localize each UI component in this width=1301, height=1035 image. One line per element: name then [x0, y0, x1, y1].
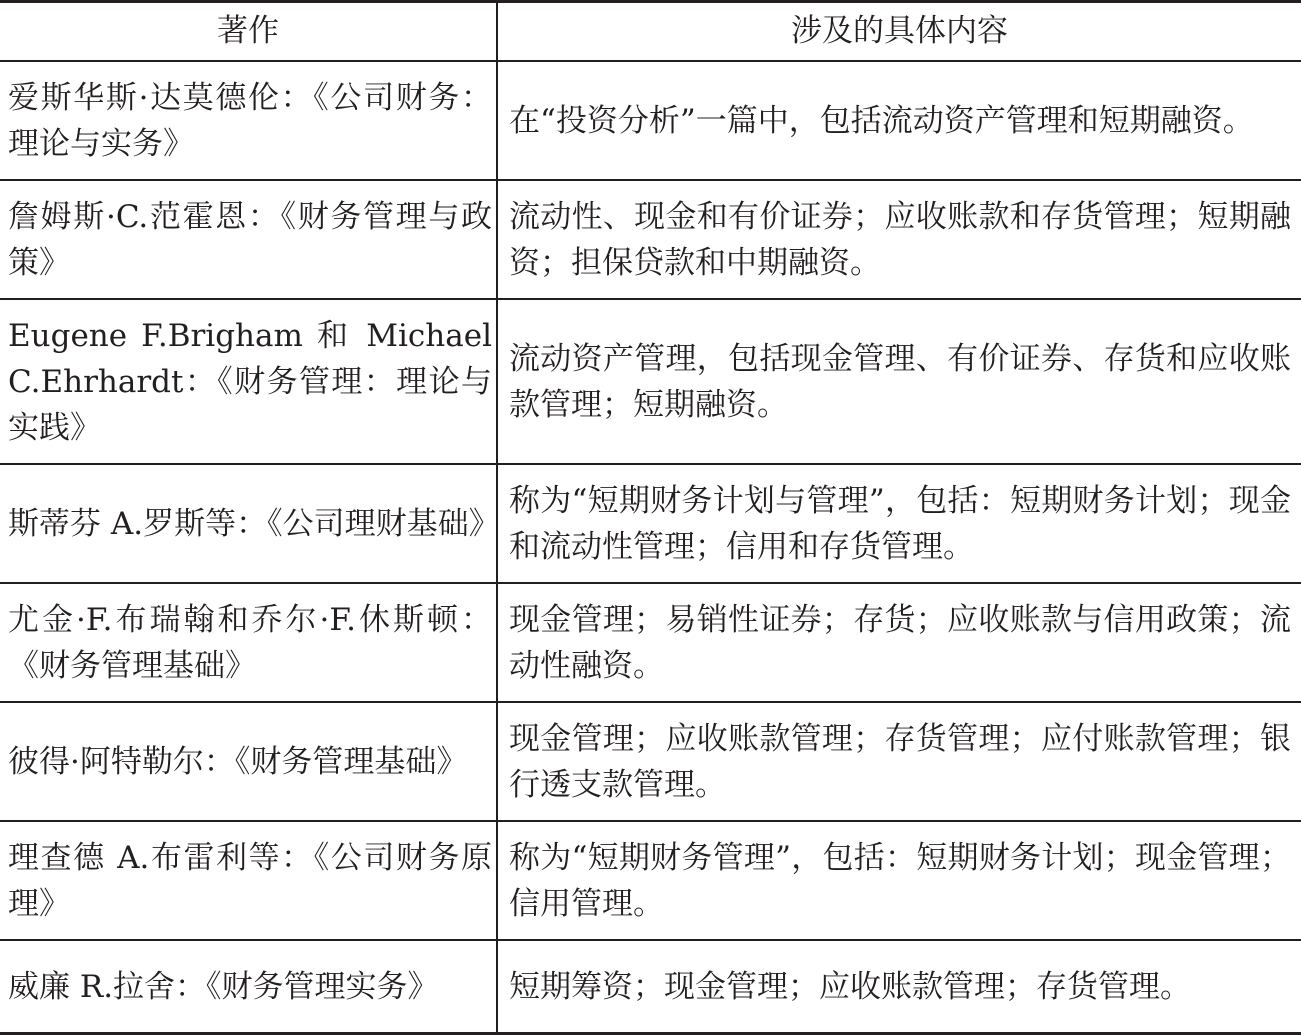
cell-content: 在“投资分析”一篇中，包括流动资产管理和短期融资。: [497, 61, 1301, 180]
cell-content: 现金管理；易销性证券；存货；应收账款与信用政策；流动性融资。: [497, 583, 1301, 702]
table-row: [0, 940, 1301, 1034]
table-row: [0, 702, 1301, 821]
cell-work: 爱斯华斯·达莫德伦：《公司财务：理论与实务》: [0, 61, 497, 180]
cell-content: 现金管理；应收账款管理；存货管理；应付账款管理；银行透支款管理。: [497, 702, 1301, 821]
table-header: [0, 2, 1301, 62]
table-row: [0, 299, 1301, 464]
header-work: 著作: [0, 2, 497, 62]
cell-content: 短期筹资；现金管理；应收账款管理；存货管理。: [497, 940, 1301, 1034]
cell-work: 斯蒂芬 A.罗斯等：《公司理财基础》: [0, 464, 497, 583]
cell-work: 威廉 R.拉舍：《财务管理实务》: [0, 940, 497, 1034]
table-row: [0, 464, 1301, 583]
cell-work: Eugene F.Brigham 和 Michael C.Ehrhardt：《财务管理：理论与实践》: [0, 299, 497, 464]
cell-work: 理查德 A.布雷利等：《公司财务原理》: [0, 821, 497, 940]
cell-content: 流动性、现金和有价证券；应收账款和存货管理；短期融资；担保贷款和中期融资。: [497, 180, 1301, 299]
table-row: [0, 821, 1301, 940]
table-row: [0, 61, 1301, 180]
table-row: [0, 583, 1301, 702]
cell-content: 流动资产管理，包括现金管理、有价证券、存货和应收账款管理；短期融资。: [497, 299, 1301, 464]
cell-work: 詹姆斯·C.范霍恩：《财务管理与政策》: [0, 180, 497, 299]
cell-work: 尤金·F.布瑞翰和乔尔·F.休斯顿：《财务管理基础》: [0, 583, 497, 702]
cell-content: 称为“短期财务计划与管理”，包括：短期财务计划；现金和流动性管理；信用和存货管理。: [497, 464, 1301, 583]
cell-content: 称为“短期财务管理”，包括：短期财务计划；现金管理；信用管理。: [497, 821, 1301, 940]
table-row: [0, 180, 1301, 299]
cell-work: 彼得·阿特勒尔：《财务管理基础》: [0, 702, 497, 821]
header-row: [0, 2, 1301, 62]
table-body: [0, 61, 1301, 1034]
header-content: 涉及的具体内容: [497, 2, 1301, 62]
